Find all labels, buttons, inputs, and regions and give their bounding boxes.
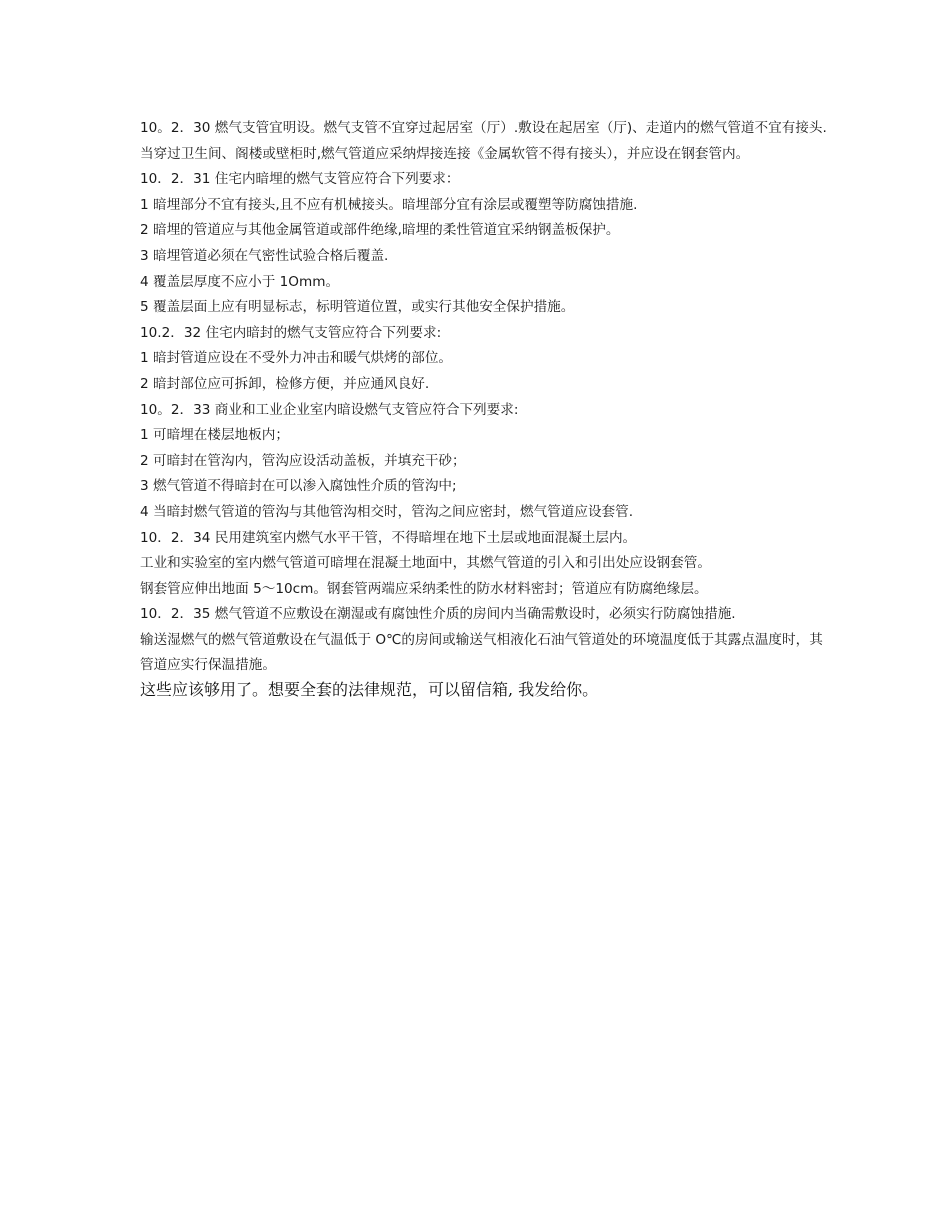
- list-item: 3 暗埋管道必须在气密性试验合格后覆盖.: [140, 247, 389, 264]
- list-item: 2 暗埋的管道应与其他金属管道或部件绝缘,暗埋的柔性管道宜采纳钢盖板保护。: [140, 222, 620, 239]
- paragraph-10-2-31: 10．2．31 住宅内暗埋的燃气支管应符合下列要求：: [140, 171, 460, 188]
- paragraph-10-2-35: 10．2．35 燃气管道不应敷设在潮湿或有腐蚀性介质的房间内当确需敷设时，必须实行防腐蚀措施.: [140, 606, 736, 623]
- list-item: 4 覆盖层厚度不应小于 1Omm。: [140, 273, 340, 290]
- list-item: 2 可暗封在管沟内，管沟应设活动盖板，并填充干砂；: [140, 452, 466, 469]
- paragraph-10-2-34: 10．2．34 民用建筑室内燃气水平干管，不得暗埋在地下土层或地面混凝土层内。: [140, 529, 637, 546]
- list-item: 3 燃气管道不得暗封在可以渗入腐蚀性介质的管沟中;: [140, 478, 457, 495]
- list-item: 4 当暗封燃气管道的管沟与其他管沟相交时，管沟之间应密封，燃气管道应设套管.: [140, 503, 634, 520]
- list-item: 5 覆盖层面上应有明显标志，标明管道位置，或实行其他安全保护措施。: [140, 299, 575, 316]
- list-item: 1 暗埋部分不宜有接头,且不应有机械接头。暗埋部分宜有涂层或覆塑等防腐蚀措施.: [140, 196, 638, 213]
- paragraph-10-2-34-industrial: 工业和实验室的室内燃气管道可暗埋在混凝土地面中，其燃气管道的引入和引出处应设钢套管。: [140, 555, 711, 572]
- paragraph-10-2-30: 10。2．30 燃气支管宜明设。燃气支管不宜穿过起居室（厅）.敷设在起居室（厅)、走道内的燃气管道不宜有接头.: [140, 120, 827, 136]
- document-body: [140, 116, 830, 701]
- closing-note: 这些应该够用了。想要全套的法律规范，可以留信箱, 我发给你。: [140, 680, 599, 700]
- paragraph-10-2-33: 10。2．33 商业和工业企业室内暗设燃气支管应符合下列要求:: [140, 401, 519, 418]
- list-item: 1 可暗埋在楼层地板内；: [140, 427, 289, 444]
- list-item: 1 暗封管道应设在不受外力冲击和暖气烘烤的部位。: [140, 350, 453, 367]
- paragraph-10-2-35-insulation: 输送湿燃气的燃气管道敷设在气温低于 O℃的房间或输送气相液化石油气管道处的环境温度低于其露点温度时，其管道应实行保温措施。: [140, 631, 823, 674]
- paragraph-10-2-34-sleeve: 钢套管应伸出地面 5～10cm。钢套管两端应采纳柔性的防水材料密封；管道应有防腐绝缘层。: [140, 580, 708, 597]
- paragraph-10-2-32: 10.2．32 住宅内暗封的燃气支管应符合下列要求:: [140, 324, 442, 341]
- paragraph-10-2-30-continued: 当穿过卫生间、阁楼或壁柜时,燃气管道应采纳焊接连接《金属软管不得有接头），并应设在钢套管内。: [140, 145, 750, 162]
- list-item: 2 暗封部位应可拆卸，检修方便，并应通风良好.: [140, 375, 430, 392]
